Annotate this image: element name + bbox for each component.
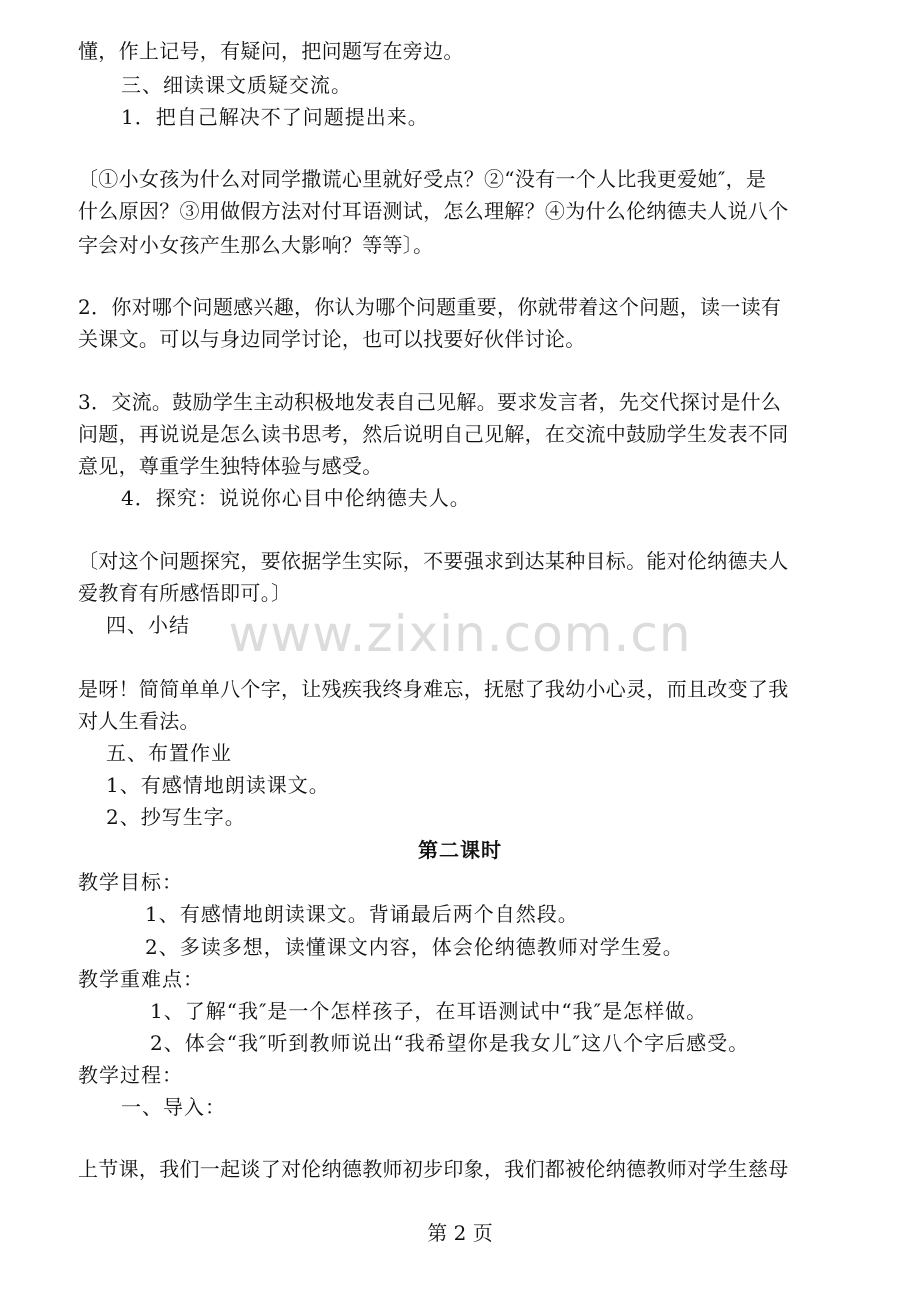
lesson-title: 第二课时 — [418, 838, 502, 862]
section-heading: 五、布置作业 — [106, 741, 232, 765]
text-line: 懂，作上记号，有疑问，把问题写在旁边。 — [78, 39, 464, 63]
text-line: 2．你对哪个问题感兴趣，你认为哪个问题重要，你就带着这个问题，读一读有 — [78, 295, 782, 319]
text-line: 〔①小女孩为什么对同学撒谎心里就好受点？②“没有一个人比我更爱她″，是 — [78, 167, 767, 191]
text-line: 1．把自己解决不了问题提出来。 — [121, 105, 429, 129]
text-line: 爱教育有所感悟即可。〕 — [78, 581, 292, 605]
section-heading: 三、细读课文质疑交流。 — [121, 73, 352, 97]
list-item: 2、体会“我″听到教师说出“我希望你是我女儿″这八个字后感受。 — [150, 1031, 750, 1055]
watermark: www.zixin.com.cn — [228, 605, 692, 663]
list-item: 2、抄写生字。 — [106, 805, 246, 829]
section-heading: 教学过程： — [78, 1063, 183, 1087]
text-line: 是呀！简简单单八个字，让残疾我终身难忘，抚慰了我幼小心灵，而且改变了我 — [78, 677, 789, 701]
text-line: 关课文。可以与身边同学讨论，也可以找要好伙伴讨论。 — [78, 327, 586, 351]
section-heading: 一、导入： — [121, 1095, 226, 1119]
list-item: 2、多读多想，读懂课文内容，体会伦纳德教师对学生爱。 — [145, 935, 684, 959]
text-line: 问题，再说说是怎么读书思考，然后说明自己见解，在交流中鼓励学生发表不同 — [78, 422, 789, 446]
text-line: 4．探究：说说你心目中伦纳德夫人。 — [121, 486, 471, 510]
list-item: 1、有感情地朗读课文。 — [106, 773, 330, 797]
text-line: 意见，尊重学生独特体验与感受。 — [78, 454, 383, 478]
text-line: 字会对小女孩产生那么大影响？等等〕。 — [78, 233, 434, 257]
page-number: 第 2 页 — [427, 1221, 493, 1245]
text-line: 上节课，我们一起谈了对伦纳德教师初步印象，我们都被伦纳德教师对学生慈母 — [78, 1157, 789, 1181]
text-line: 什么原因？③用做假方法对付耳语测试，怎么理解？④为什么伦纳德夫人说八个 — [78, 199, 789, 223]
section-heading: 教学目标： — [78, 870, 183, 894]
text-line: 对人生看法。 — [78, 709, 200, 733]
text-line: 3．交流。鼓励学生主动积极地发表自己见解。要求发言者，先交代探讨是什么 — [78, 390, 782, 414]
list-item: 1、了解“我″是一个怎样孩子，在耳语测试中“我″是怎样做。 — [150, 999, 708, 1023]
section-heading: 教学重难点： — [78, 967, 204, 991]
text-line: 〔对这个问题探究，要依据学生实际，不要强求到达某种目标。能对伦纳德夫人 — [78, 549, 789, 573]
list-item: 1、有感情地朗读课文。背诵最后两个自然段。 — [145, 902, 579, 926]
section-heading: 四、小结 — [106, 613, 190, 637]
